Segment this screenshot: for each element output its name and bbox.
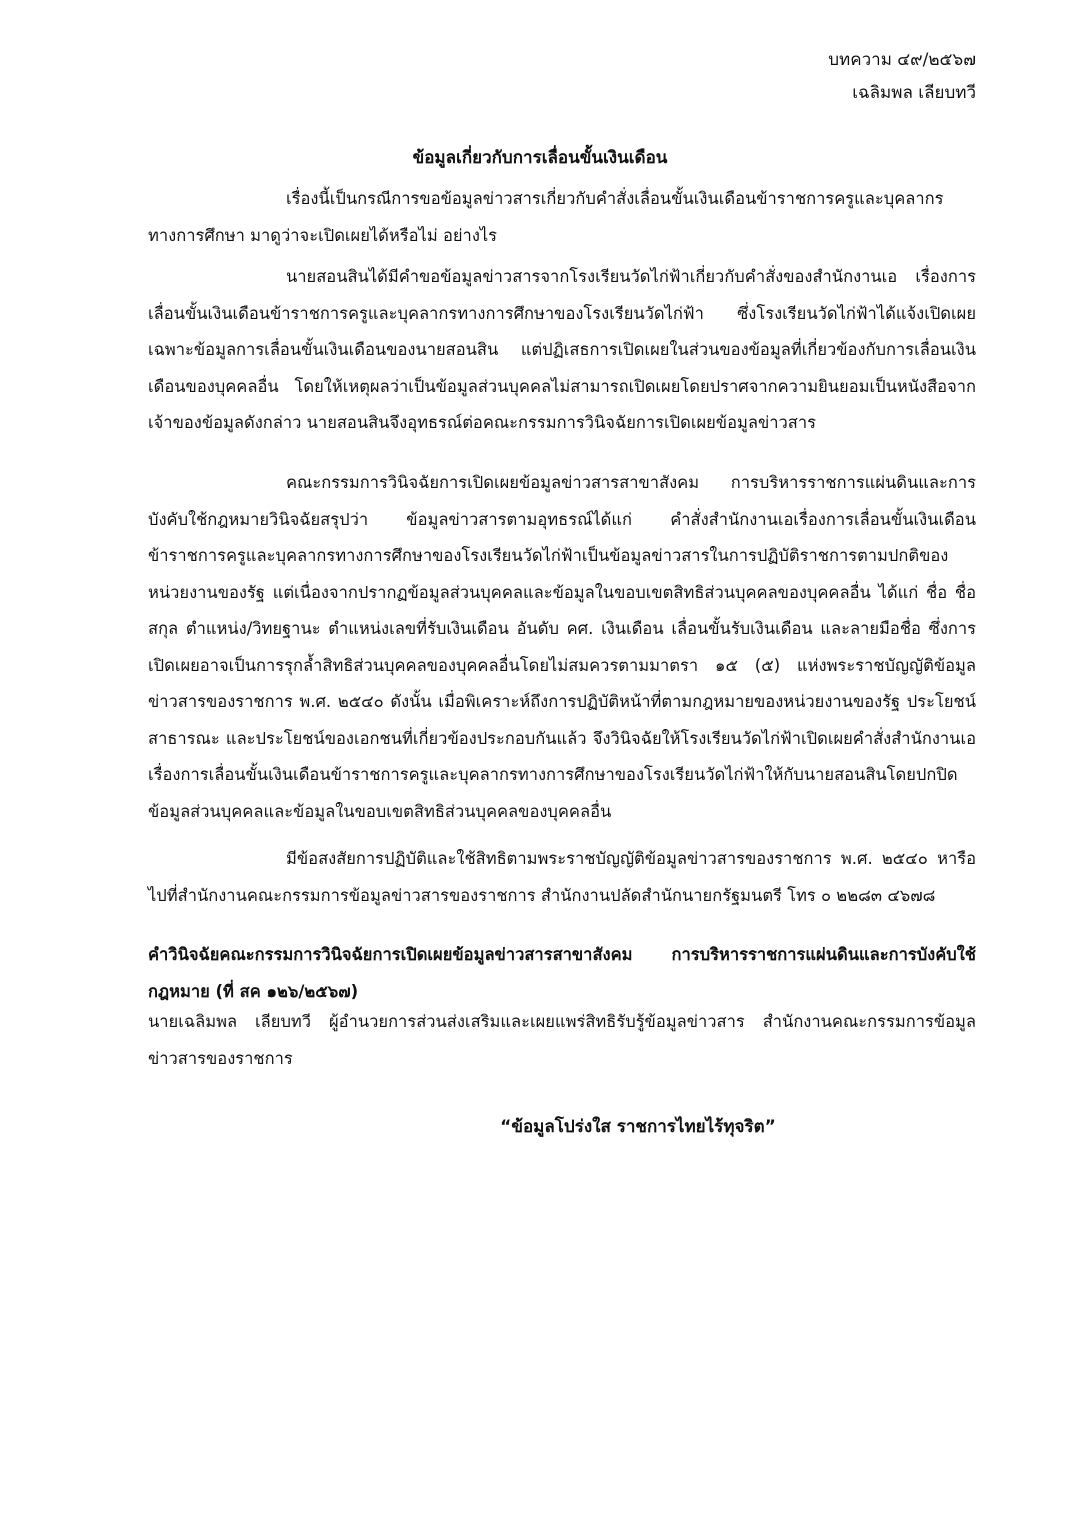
contact-paragraph: มีข้อสงสัยการปฏิบัติและใช้สิทธิตามพระราชบัญญัติข้อมูลข่าวสารของราชการ พ.ศ. ๒๕๔๐ หารือไปที่สำนักงานคณะกรรมการข้อมูลข่าวสารของราชการ สำนักงานปลัดสำนักนายกรัฐมนตรี โทร ๐ ๒๒๘๓ ๔๖๗๘: [148, 849, 976, 905]
decision-reference: คำวินิจฉัยคณะกรรมการวินิจฉัยการเปิดเผยข้อมูลข่าวสารสาขาสังคม การบริหารราชการแผ่นดินและการบังคับใช้กฎหมาย (ที่ สค ๑๒๖/๒๕๖๗): [148, 945, 976, 1001]
document-header: [828, 44, 976, 110]
article-number: บทความ ๔๙/๒๕๖๗: [828, 50, 976, 70]
author-name: เฉลิมพล เลียบทวี: [852, 83, 976, 103]
author-detail: นายเฉลิมพล เลียบทวี ผู้อำนวยการส่วนส่งเสริมและเผยแพร่สิทธิรับรู้ข้อมูลข่าวสาร สำนักงานคณะกรรมการข้อมูลข่าวสารของราชการ: [148, 1012, 976, 1068]
document-title: ข้อมูลเกี่ยวกับการเลื่อนขั้นเงินเดือน: [412, 148, 668, 168]
slogan: “ข้อมูลโปร่งใส ราชการไทยไร้ทุจริต”: [500, 1117, 776, 1137]
intro-paragraph: เรื่องนี้เป็นกรณีการขอข้อมูลข่าวสารเกี่ยวกับคำสั่งเลื่อนขั้นเงินเดือนข้าราชการครูและบุคลากรทางการศึกษา มาดูว่าจะเปิดเผยได้หรือไม่ อย่างไร: [148, 189, 944, 245]
facts-paragraph: นายสอนสินได้มีคำขอข้อมูลข่าวสารจากโรงเรียนวัดไก่ฟ้าเกี่ยวกับคำสั่งของสำนักงานเอ เรื่องการเลื่อนขั้นเงินเดือนข้าราชการครูและบุคลากรทางการศึกษาของโรงเรียนวัดไก่ฟ้า ซึ่งโรงเรียนวัดไก่ฟ้าได้แจ้งเปิดเผยเฉพาะข้อมูลการเลื่อนขั้นเงินเดือนของนายสอนสิน แต่ปฏิเสธการเปิดเผยในส่วนของข้อมูลที่เกี่ยวข้องกับการเลื่อนเงินเดือนของบุคคลอื่น โดยให้เหตุผลว่าเป็นข้อมูลส่วนบุคคลไม่สามารถเปิดเผยโดยปราศจากความยินยอมเป็นหนังสือจากเจ้าของข้อมูลดังกล่าว นายสอนสินจึงอุทธรณ์ต่อคณะกรรมการวินิจฉัยการเปิดเผยข้อมูลข่าวสาร: [148, 267, 976, 432]
decision-paragraph: คณะกรรมการวินิจฉัยการเปิดเผยข้อมูลข่าวสารสาขาสังคม การบริหารราชการแผ่นดินและการบังคับใช้กฎหมายวินิจฉัยสรุปว่า ข้อมูลข่าวสารตามอุทธรณ์ได้แก่ คำสั่งสำนักงานเอเรื่องการเลื่อนขั้นเงินเดือนข้าราชการครูและบุคลากรทางการศึกษาของโรงเรียนวัดไก่ฟ้าเป็นข้อมูลข่าวสารในการปฏิบัติราชการตามปกติของหน่วยงานของรัฐ แต่เนื่องจากปรากฏข้อมูลส่วนบุคคลและข้อมูลในขอบเขตสิทธิส่วนบุคคลของบุคคลอื่น ได้แก่ ชื่อ ชื่อสกุล ตำแหน่ง/วิทยฐานะ ตำแหน่งเลขที่รับเงินเดือน อันดับ คศ. เงินเดือน เลื่อนขั้นรับเงินเดือน และลายมือชื่อ ซึ่งการเปิดเผยอาจเป็นการรุกล้ำสิทธิส่วนบุคคลของบุคคลอื่นโดยไม่สมควรตามมาตรา ๑๕ (๕) แห่งพระราชบัญญัติข้อมูลข่าวสารของราชการ พ.ศ. ๒๕๔๐ ดังนั้น เมื่อพิเคราะห์ถึงการปฏิบัติหน้าที่ตามกฎหมายของหน่วยงานของรัฐ ประโยชน์สาธารณะ และประโยชน์ของเอกชนที่เกี่ยวข้องประกอบกันแล้ว จึงวินิจฉัยให้โรงเรียนวัดไก่ฟ้าเปิดเผยคำสั่งสำนักงานเอเรื่องการเลื่อนขั้นเงินเดือนข้าราชการครูและบุคลากรทางการศึกษาของโรงเรียนวัดไก่ฟ้าให้กับนายสอนสินโดยปกปิดข้อมูลส่วนบุคคลและข้อมูลในขอบเขตสิทธิส่วนบุคคลของบุคคลอื่น: [148, 473, 976, 821]
